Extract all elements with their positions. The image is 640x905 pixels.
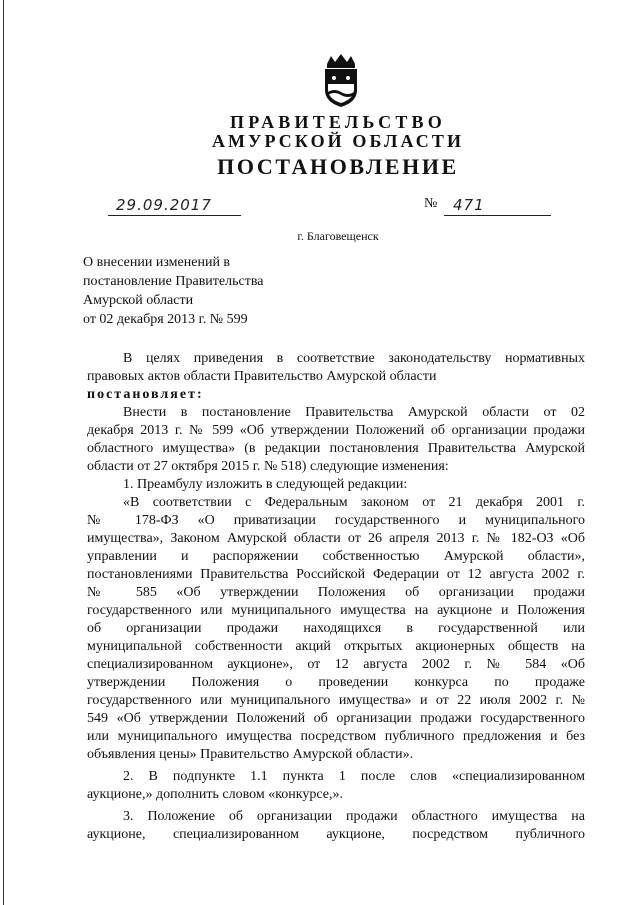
item-3-line: 3. Положение об организации продажи областного имущества на bbox=[123, 809, 585, 824]
city-label: г. Благовещенск bbox=[297, 229, 379, 243]
quote-line: утверждении Положения о проведении конкурса по продаже bbox=[87, 675, 585, 690]
item-2-line: 2. В подпункте 1.1 пункта 1 после слов «специализированном bbox=[123, 769, 585, 784]
header-government: ПРАВИТЕЛЬСТВО bbox=[230, 112, 446, 132]
header-resolution-title: ПОСТАНОВЛЕНИЕ bbox=[217, 154, 459, 179]
main-line: области от 27 октября 2015 г. № 518) следующие изменения: bbox=[87, 459, 449, 474]
quote-line: государственного или муниципального имущества на аукционе и Положения bbox=[87, 603, 585, 618]
date-field bbox=[108, 195, 241, 216]
subject-line: О внесении изменений в bbox=[83, 255, 231, 270]
quote-line: специализированном аукционе», от 12 августа 2002 г. № 584 «Об bbox=[87, 657, 585, 672]
quote-line: управлении и распоряжении собственностью Амурской области», bbox=[87, 549, 585, 564]
date-handwritten: 29.09.2017 bbox=[116, 196, 212, 214]
quote-line: 549 «Об утверждении Положений об организации продажи государственного bbox=[87, 711, 585, 726]
number-handwritten: 471 bbox=[453, 196, 485, 214]
number-field bbox=[444, 195, 551, 216]
subject-block bbox=[83, 253, 343, 329]
quote-line: государственного или муниципального имущества» и от 22 июля 2002 г. № bbox=[87, 693, 585, 708]
quote-line: объявления цены» Правительство Амурской области». bbox=[87, 747, 414, 762]
quote-line: «В соответствии с Федеральным законом от 21 декабря 2001 г. bbox=[123, 495, 585, 510]
main-line: областного имущества» (в редакции постановления Правительства Амурской bbox=[87, 441, 585, 456]
intro-line: правовых актов области Правительство Амурской области bbox=[87, 369, 437, 384]
quote-line: муниципальной собственности акций открытых акционерных обществ на bbox=[87, 639, 585, 654]
quote-line: об организации продажи находящихся в государственной или bbox=[87, 621, 585, 636]
header-region: АМУРСКОЙ ОБЛАСТИ bbox=[211, 131, 465, 151]
main-line: декабря 2013 г. № 599 «Об утверждении Положений об организации продажи bbox=[87, 423, 585, 438]
item-1: 1. Преамбулу изложить в следующей редакции: bbox=[123, 477, 408, 492]
subject-line: постановление Правительства bbox=[83, 274, 264, 289]
resolves-label: постановляет: bbox=[87, 387, 204, 402]
subject-line: Амурской области bbox=[83, 293, 194, 308]
quote-line: № 585 «Об утверждении Положения об организации продажи bbox=[87, 585, 585, 600]
main-line: Внести в постановление Правительства Амурской области от 02 bbox=[123, 405, 585, 420]
item-3-line: аукционе, специализированном аукционе, посредством публичного bbox=[87, 827, 585, 842]
subject-line: от 02 декабря 2013 г. № 599 bbox=[83, 312, 248, 327]
number-sign: № bbox=[424, 196, 438, 211]
intro-line: В целях приведения в соответствие законодательству нормативных bbox=[123, 351, 585, 366]
quote-line: имущества», Законом Амурской области от 26 апреля 2013 г. № 182-ОЗ «Об bbox=[87, 531, 585, 546]
quote-line: № 178-ФЗ «О приватизации государственного и муниципального bbox=[87, 513, 585, 528]
amur-coat-of-arms-icon bbox=[319, 52, 363, 108]
quote-line: постановлениями Правительства Российской Федерации от 12 августа 2002 г. bbox=[87, 567, 585, 582]
document-body bbox=[87, 350, 585, 844]
item-2-line: аукционе,» дополнить словом «конкурсе,». bbox=[87, 787, 343, 802]
quote-line: или муниципального имущества посредством публичного предложения и без bbox=[87, 729, 585, 744]
